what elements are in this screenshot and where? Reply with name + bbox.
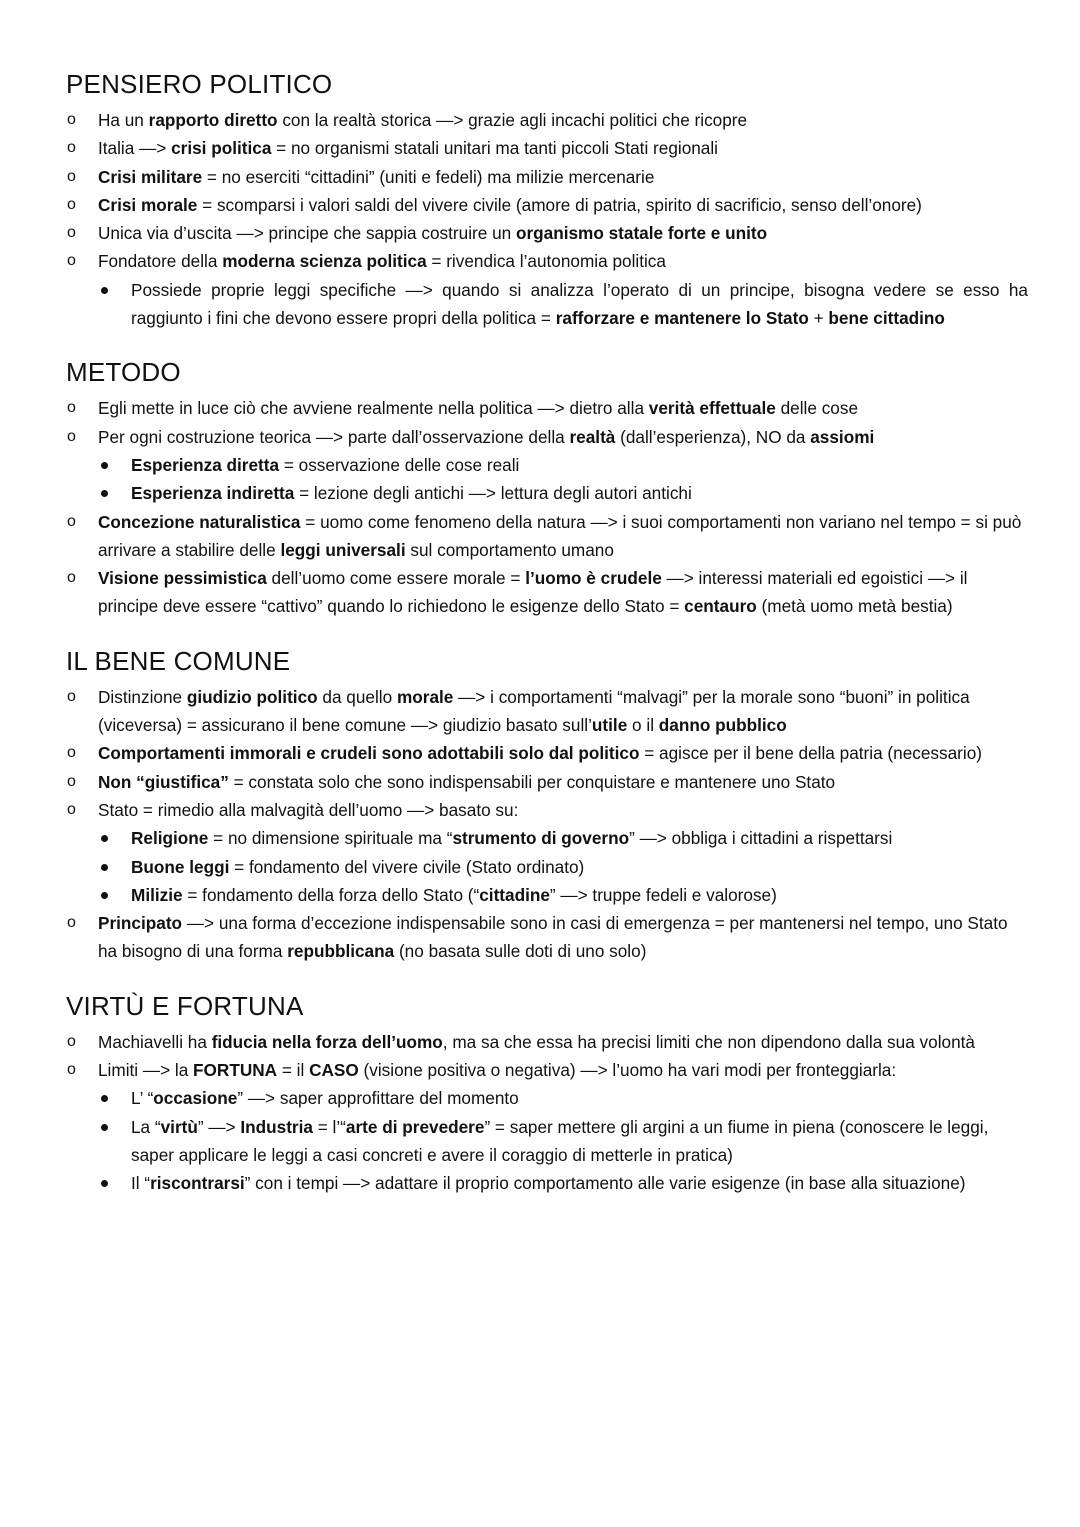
bold-text: l’uomo è crudele	[525, 568, 662, 589]
bold-text: realtà	[569, 426, 616, 447]
text-span: ” = saper mettere gli argini a un fiume in piena (conoscere le leggi, saper applicare le leggi a casi concreti e avere il coraggio di metterle in pratica)	[131, 1116, 989, 1165]
list-item	[66, 564, 1028, 621]
outline-list	[66, 683, 1080, 966]
text-span: = scomparsi i valori saldi del vivere civile (amore di patria, spirito di sacrificio, senso dell’onore)	[197, 194, 922, 215]
list-item	[66, 106, 1028, 134]
section	[66, 354, 1080, 620]
bold-text: organismo statale forte e unito	[515, 223, 768, 244]
text-span: —> una forma d’eccezione indispensabile sono in casi di emergenza = per mantenersi nel tempo, uno Stato ha bisogno di una forma	[98, 913, 1008, 962]
text-span: = no organismi statali unitari ma tanti piccoli Stati regionali	[271, 138, 719, 159]
text-span: = fondamento della forza dello Stato (“	[182, 884, 480, 905]
bold-text: CASO	[309, 1060, 359, 1081]
text-span: = lezione degli antichi —> lettura degli autori antichi	[294, 483, 692, 504]
bold-text: crisi politica	[171, 138, 272, 159]
sub-list	[98, 824, 1028, 909]
text-span: Fondatore della	[98, 251, 223, 272]
text-span: ” —>	[197, 1116, 241, 1137]
section	[66, 988, 1080, 1198]
sub-list-item	[98, 881, 1028, 909]
text-span: —> i comportamenti “malvagi” per la morale sono “buoni” in politica (viceversa) = assicurano il bene comune —> giudizio basato sull’	[98, 686, 970, 736]
sub-list-item	[98, 1084, 1028, 1112]
text-span: = no dimensione spirituale ma “	[208, 828, 453, 849]
list-item	[66, 423, 1028, 508]
text-span: Italia —>	[98, 138, 172, 159]
text-span: = il	[277, 1060, 310, 1081]
bold-text: morale	[396, 686, 454, 707]
bold-text: strumento di governo	[452, 828, 630, 849]
list-item	[66, 683, 1028, 740]
section-title: IL BENE COMUNE	[66, 645, 291, 676]
text-span: La “	[131, 1116, 161, 1137]
list-item	[66, 191, 1028, 219]
bold-text: occasione	[153, 1088, 238, 1109]
list-item	[66, 508, 1028, 565]
text-span: (metà uomo metà bestia)	[756, 596, 953, 617]
bold-text: arte di prevedere	[345, 1116, 485, 1137]
text-span: dell’uomo come essere morale =	[266, 568, 526, 589]
bold-text: Industria	[240, 1116, 313, 1137]
text-span: Ha un	[98, 110, 149, 130]
bold-text: rapporto diretto	[148, 110, 278, 130]
bold-text: Esperienza diretta	[131, 454, 280, 475]
section-title: METODO	[66, 357, 181, 388]
text-span: con la realtà storica —> grazie agli incachi politici che ricopre	[277, 110, 748, 130]
bold-text: rafforzare e mantenere lo Stato	[555, 308, 809, 329]
bold-text: fiducia nella forza dell’uomo	[211, 1031, 443, 1052]
bold-text: assiomi	[810, 426, 875, 447]
list-item	[66, 909, 1028, 966]
list-item	[66, 739, 1028, 767]
bold-text: Visione pessimistica	[98, 568, 267, 589]
bold-text: Buone leggi	[131, 856, 230, 877]
text-span: Per ogni costruzione teorica —> parte dall’osservazione della	[98, 426, 570, 447]
text-span: = fondamento del vivere civile (Stato ordinato)	[229, 856, 585, 877]
text-span: = no eserciti “cittadini” (uniti e fedeli) ma milizie mercenarie	[202, 166, 655, 187]
text-span: Stato = rimedio alla malvagità dell’uomo —> basato su:	[98, 799, 519, 820]
list-item	[66, 796, 1028, 909]
bold-text: centauro	[684, 596, 757, 617]
bold-text: leggi universali	[280, 539, 406, 560]
bold-text: Milizie	[131, 884, 183, 905]
bold-text: danno pubblico	[658, 715, 787, 736]
list-item	[66, 1056, 1028, 1197]
sub-list-item	[98, 451, 1028, 479]
bold-text: Non “giustifica”	[98, 771, 229, 792]
sub-list-item	[98, 824, 1028, 852]
outline-list	[66, 1028, 1080, 1198]
list-item	[66, 247, 1028, 332]
list-item	[66, 134, 1028, 162]
section-title: PENSIERO POLITICO	[66, 69, 333, 99]
bold-text: Esperienza indiretta	[131, 483, 295, 504]
section-title: VIRTÙ E FORTUNA	[66, 990, 304, 1021]
list-item	[66, 768, 1028, 796]
bold-text: Crisi militare	[98, 166, 203, 187]
text-span: —> interessi materiali ed egoistici —> il principe deve essere “cattivo” quando lo richiedono le esigenze dello Stato =	[98, 568, 968, 617]
text-span: Distinzione	[98, 686, 187, 707]
bold-text: bene cittadino	[828, 308, 945, 329]
bold-text: Crisi morale	[98, 194, 198, 215]
text-span: Egli mette in luce ciò che avviene realmente nella politica —> dietro alla	[98, 398, 649, 419]
text-span: L’ “	[131, 1088, 154, 1109]
text-span: sul comportamento umano	[405, 539, 614, 560]
text-span: ” —> saper approfittare del momento	[237, 1088, 519, 1109]
text-span: o il	[627, 715, 659, 736]
list-item	[66, 163, 1028, 191]
sub-list-item	[98, 276, 1028, 333]
sub-list	[98, 451, 1028, 508]
sub-list-item	[98, 1169, 1028, 1197]
text-span: Unica via d’uscita —> principe che sappia costruire un	[98, 223, 516, 244]
sub-list	[98, 276, 1028, 333]
text-span: = agisce per il bene della patria (necessario)	[639, 743, 982, 764]
bold-text: moderna scienza politica	[222, 251, 427, 272]
bold-text: virtù	[160, 1116, 198, 1137]
text-span: Possiede proprie leggi specifiche —> quando si analizza l’operato di un principe, bisogna vedere se esso ha raggiunto i fini che devono essere propri della politica =	[131, 279, 1028, 329]
text-span: (no basata sulle doti di uno solo)	[394, 941, 647, 962]
text-span: (visione positiva o negativa) —> l’uomo ha vari modi per fronteggiarla:	[358, 1060, 897, 1081]
text-span: delle cose	[775, 398, 858, 419]
outline-list	[66, 106, 1080, 332]
bold-text: Religione	[131, 828, 209, 849]
bold-text: Concezione naturalistica	[98, 511, 301, 532]
bold-text: repubblicana	[287, 941, 395, 962]
bold-text: FORTUNA	[193, 1060, 278, 1081]
text-span: = constata solo che sono indispensabili per conquistare e mantenere uno Stato	[228, 771, 836, 792]
bold-text: verità effettuale	[648, 398, 776, 419]
sub-list-item	[98, 1113, 1028, 1170]
text-span: da quello	[317, 686, 397, 707]
bold-text: Comportamenti immorali e crudeli sono adottabili solo dal politico	[98, 743, 640, 764]
list-item	[66, 394, 1028, 422]
text-span: (dall’esperienza), NO da	[615, 426, 811, 447]
text-span: ” —> obbliga i cittadini a rispettarsi	[629, 828, 893, 849]
list-item	[66, 1028, 1028, 1056]
outline-list	[66, 394, 1080, 620]
bold-text: Principato	[98, 913, 183, 934]
section	[66, 643, 1080, 966]
text-span: ” con i tempi —> adattare il proprio comportamento alle varie esigenze (in base alla situazione)	[244, 1173, 966, 1194]
bold-text: cittadine	[479, 884, 550, 905]
text-span: = l’“	[312, 1116, 346, 1137]
text-span: = uomo come fenomeno della natura —> i suoi comportamenti non variano nel tempo = si può arrivare a stabilire delle	[98, 511, 1022, 560]
bold-text: giudizio politico	[186, 686, 318, 707]
sub-list	[98, 1084, 1028, 1197]
text-span: +	[808, 308, 829, 329]
text-span: = rivendica l’autonomia politica	[426, 251, 666, 272]
list-item	[66, 219, 1028, 247]
text-span: = osservazione delle cose reali	[279, 454, 520, 475]
section	[66, 66, 1080, 332]
text-span: Limiti —> la	[98, 1060, 194, 1081]
text-span: Il “	[131, 1173, 151, 1194]
sub-list-item	[98, 479, 1028, 507]
text-span: Machiavelli ha	[98, 1031, 212, 1052]
text-span: ” —> truppe fedeli e valorose)	[549, 884, 777, 905]
bold-text: riscontrarsi	[150, 1173, 245, 1194]
text-span: , ma sa che essa ha precisi limiti che non dipendono dalla sua volontà	[442, 1031, 975, 1052]
bold-text: utile	[591, 715, 628, 736]
sub-list-item	[98, 853, 1028, 881]
